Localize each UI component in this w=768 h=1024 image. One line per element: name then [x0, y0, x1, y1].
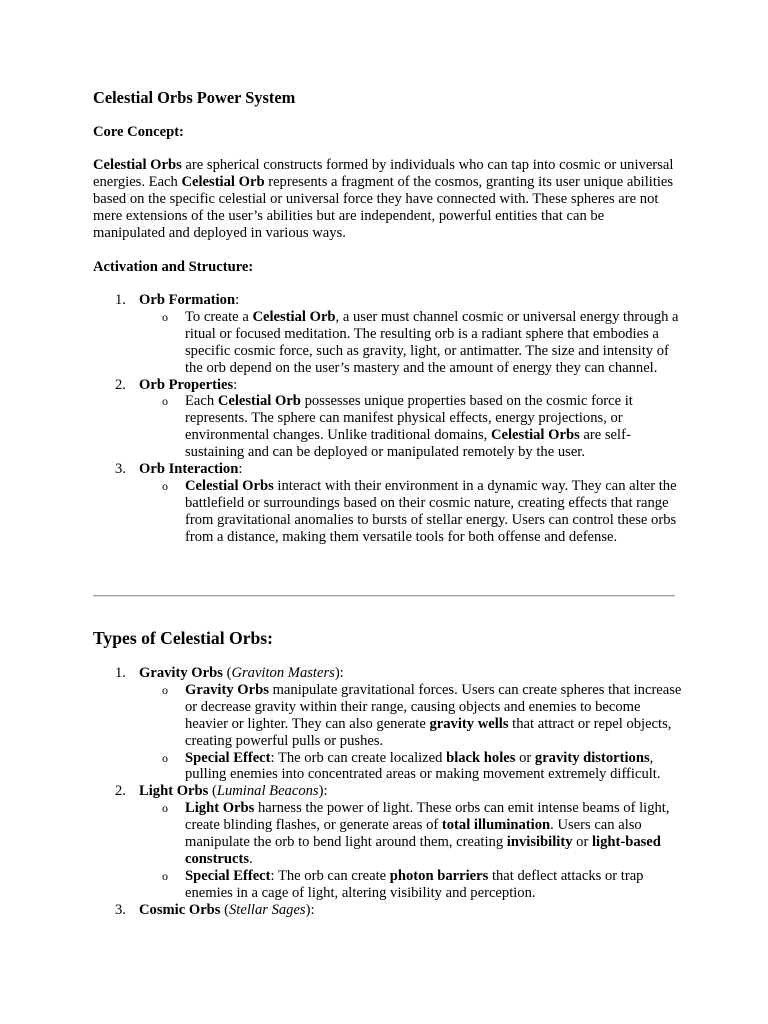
item-title: Light Orbs [139, 783, 209, 800]
sub-list-item: o Special Effect: The orb can create localized black holes or gravity distortions, pulling enemies into concentrated areas or making movement extremely difficult. [162, 749, 661, 783]
item-alias: Stellar Sages [229, 901, 306, 918]
document-title: Celestial Orbs Power System [93, 88, 296, 107]
core-concept-heading: Core Concept: [93, 124, 184, 140]
sub-list-item: o Light Orbs harness the power of light. These orbs can emit intense beams of light, create blinding flashes, or generate areas of total illumination. Users can also manipulate the orb to bend light around them, creating invisibility or light-based constructs. [162, 800, 670, 867]
activation-heading: Activation and Structure: [93, 259, 254, 275]
types-list [93, 665, 683, 919]
item-title: Cosmic Orbs [139, 901, 221, 918]
list-item: 1. Gravity Orbs (Graviton Masters): [115, 665, 344, 681]
sub-list-item: o Each Celestial Orb possesses unique properties based on the cosmic force it represents. The sphere can manifest physical effects, energy projections, or environmental changes. Unlike traditional domains, Celestial Orbs are self-sustaining and can be deployed or manipulated remotely by the user. [162, 393, 633, 461]
list-item: 3. Cosmic Orbs (Stellar Sages): [115, 901, 315, 918]
item-title: Orb Properties [139, 376, 234, 393]
item-title: Gravity Orbs [139, 665, 223, 681]
bullet-icon: o [162, 309, 168, 324]
sub-list-item: o Celestial Orbs interact with their environment in a dynamic way. They can alter the battlefield or surroundings based on their cosmic nature, creating effects that range from gravitational anomalies to bursts of stellar energy. Users can control these orbs from a distance, making them versatile tools for both offense and defense. [162, 477, 677, 545]
list-item: 3. Orb Interaction: [115, 461, 243, 478]
sub-list-item: o Special Effect: The orb can create photon barriers that deflect attacks or trap enemies in a cage of light, altering visibility and perception. [162, 867, 644, 901]
bullet-icon: o [162, 868, 168, 883]
list-item: 2. Light Orbs (Luminal Beacons): [115, 783, 328, 800]
bullet-icon: o [162, 394, 168, 409]
bullet-icon: o [162, 478, 168, 493]
types-heading: Types of Celestial Orbs: [93, 628, 273, 648]
bullet-icon: o [162, 801, 168, 816]
list-item: 1. Orb Formation: [115, 292, 240, 308]
sub-list-item: o To create a Celestial Orb, a user must channel cosmic or universal energy through a ritual or focused meditation. The resulting orb is a radiant sphere that embodies a specific cosmic force, such as gravity, light, or antimatter. The size and intensity of the orb depend on the user’s mastery and the amount of energy they can channel. [162, 308, 679, 376]
bold-term: Celestial Orbs [93, 157, 182, 173]
item-alias: Graviton Masters [231, 665, 335, 681]
item-title: Orb Interaction [139, 461, 239, 478]
sub-list-item: o Gravity Orbs manipulate gravitational forces. Users can create spheres that increase or decrease gravity within their range, causing objects and enemies to become heavier or lighter. They can also generate gravity wells that attract or repel objects, creating powerful pulls or pushes. [162, 681, 682, 749]
item-title: Orb Formation [139, 292, 236, 308]
bullet-icon: o [162, 750, 168, 765]
core-concept-paragraph: Celestial Orbs are spherical constructs formed by individuals who can tap into cosmic or universal energies. Each Celestial Orb represents a fragment of the cosmos, granting its user unique abilities based on the specific celestial or universal force they have connected with. These spheres are not mere extensions of the user’s abilities but are independent, powerful entities that can be manipulated and deployed in various ways. [93, 157, 674, 241]
horizontal-divider [93, 595, 675, 597]
activation-list [93, 292, 683, 546]
bullet-icon: o [162, 682, 168, 697]
bold-term: Celestial Orb [181, 173, 265, 190]
item-alias: Luminal Beacons [216, 783, 319, 800]
list-item: 2. Orb Properties: [115, 376, 238, 393]
